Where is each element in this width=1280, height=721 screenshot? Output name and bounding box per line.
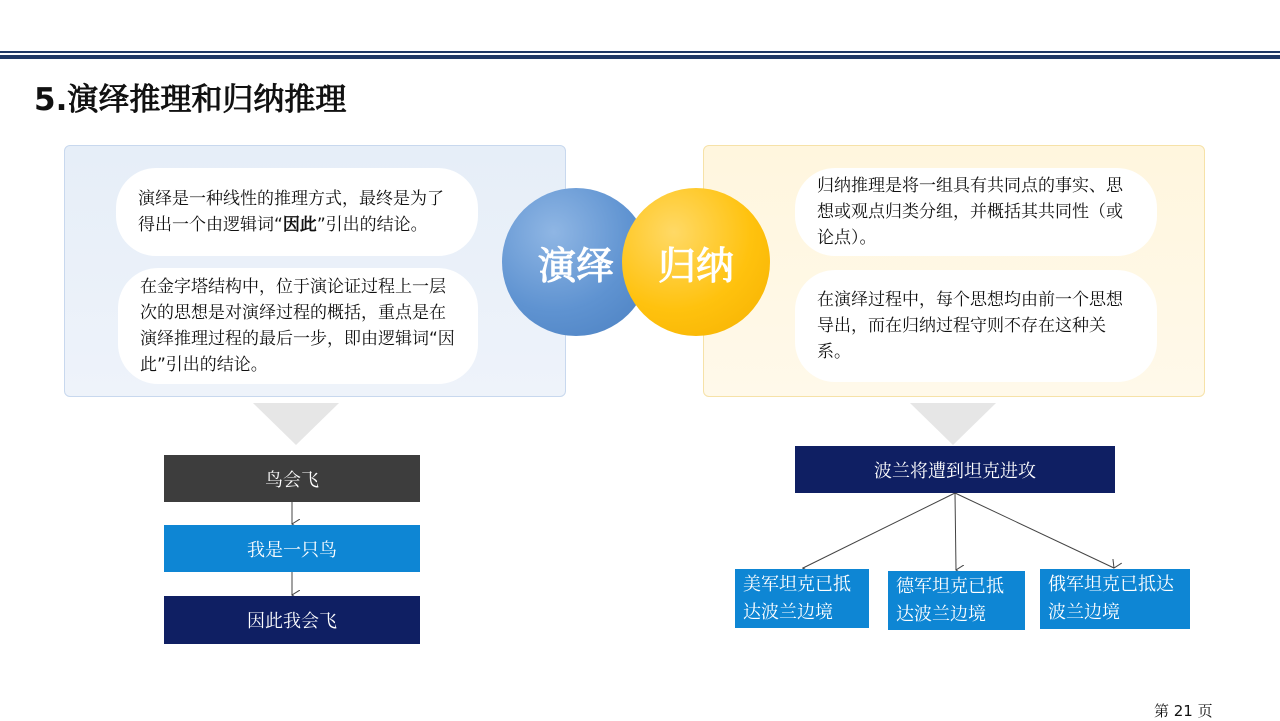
keyword-therefore: 因此 — [282, 215, 317, 235]
deduction-step-conclusion: 因此我会飞 — [164, 596, 420, 644]
arrow-to-fact2 — [955, 493, 956, 570]
page-number: 第 21 页 — [1154, 702, 1213, 720]
deduction-step-premise: 鸟会飞 — [164, 455, 420, 502]
induction-fact-us: 美军坦克已抵达波兰边境 — [735, 569, 869, 628]
arrow-to-fact1 — [803, 493, 955, 568]
induction-definition-text: 归纳推理是将一组具有共同点的事实、思想或观点归类分组，并概括其共同性（或论点）。 — [817, 176, 1123, 248]
induction-relation-text: 在演绎过程中，每个思想均由前一个思想导出，而在归纳过程守则不存在这种关系。 — [817, 290, 1123, 362]
arrow-to-fact3 — [955, 493, 1114, 568]
induction-fact-russia: 俄军坦克已抵达波兰边境 — [1040, 569, 1190, 629]
deduction-pyramid-text: 在金字塔结构中，位于演论证过程上一层次的思想是对演绎过程的概括，重点是在演绎推理过程的最后一步，即由逻辑词“因此”引出的结论。 — [140, 277, 455, 375]
induction-fact-germany: 德军坦克已抵达波兰边境 — [888, 571, 1025, 630]
induction-conclusion: 波兰将遭到坦克进攻 — [795, 446, 1115, 493]
slide-title: 5.演绎推理和归纳推理 — [34, 82, 347, 118]
deduction-circle: 演绎 — [502, 188, 650, 336]
induction-circle: 归纳 — [622, 188, 770, 336]
deduction-definition-text: 演绎是一种线性的推理方式，最终是为了得出一个由逻辑词“因此”引出的结论。 — [138, 189, 444, 235]
deduction-step-minor: 我是一只鸟 — [164, 525, 420, 572]
